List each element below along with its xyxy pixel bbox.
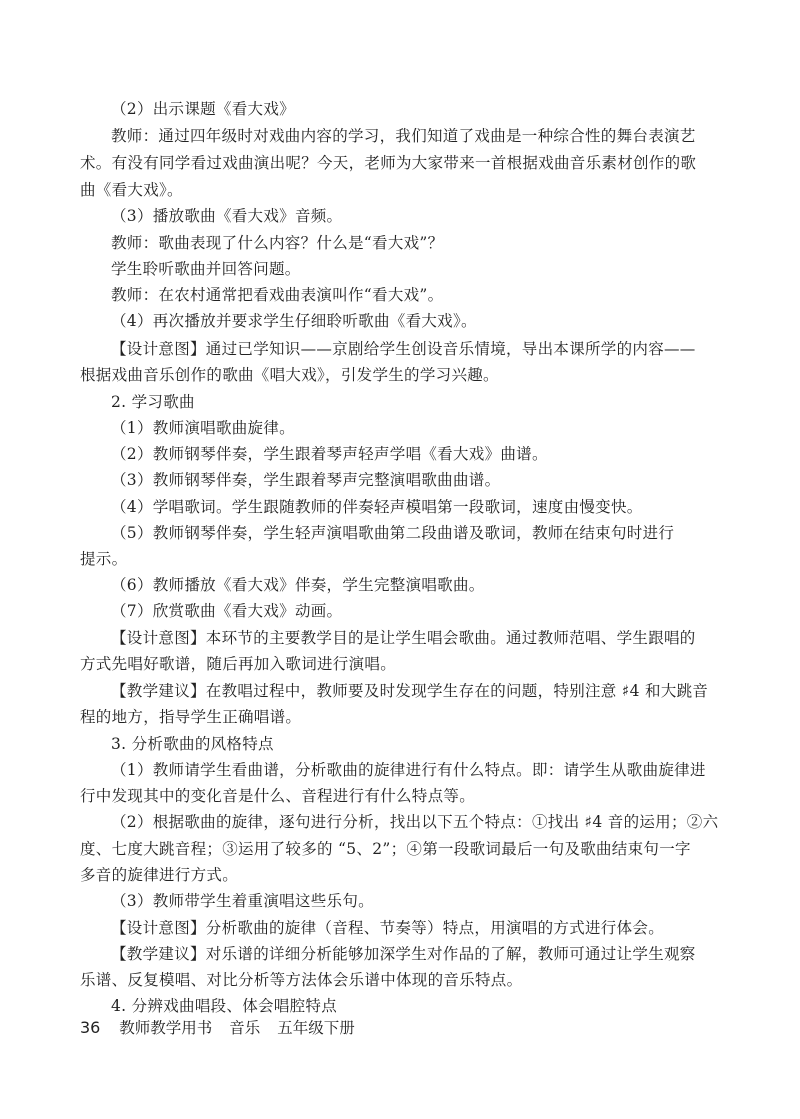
text-line: 方式先唱好歌谱，随后再加入歌词进行演唱。: [80, 655, 397, 673]
text-line: 教师：通过四年级时对戏曲内容的学习，我们知道了戏曲是一种综合性的舞台表演艺: [111, 127, 696, 145]
text-line: 学生聆听歌曲并回答问题。: [111, 260, 301, 278]
text-line: 度、七度大跳音程；③运用了较多的 “5、2”；④第一段歌词最后一句及歌曲结束句一字: [80, 840, 691, 858]
section-heading: 3. 分析歌曲的风格特点: [111, 735, 274, 753]
text-line: （2）根据歌曲的旋律，逐句进行分析，找出以下五个特点：①找出 ♯4 音的运用；②六: [111, 813, 719, 831]
text-line: （7）欣赏歌曲《看大戏》动画。: [111, 602, 343, 620]
text-line: 乐谱、反复模唱、对比分析等方法体会乐谱中体现的音乐特点。: [80, 971, 523, 989]
section-heading: 2. 学习歌曲: [111, 393, 195, 411]
text-line: （3）播放歌曲《看大戏》音频。: [111, 207, 343, 225]
page-number: 36: [80, 1018, 101, 1037]
text-line: 术。有没有同学看过戏曲演出呢？今天，老师为大家带来一首根据戏曲音乐素材创作的歌: [80, 154, 697, 172]
text-line: 曲《看大戏》。: [80, 181, 183, 199]
text-line: （2）教师钢琴伴奏，学生跟着琴声轻声学唱《看大戏》曲谱。: [111, 445, 548, 463]
grade-label: 五年级下册: [277, 1019, 355, 1037]
text-line: 教师：在农村通常把看戏曲表演叫作“看大戏”。: [111, 286, 444, 304]
text-line: 根据戏曲音乐创作的歌曲《唱大戏》，引发学生的学习兴趣。: [80, 366, 499, 384]
page-footer: [80, 1018, 367, 1038]
text-line: 【教学建议】在教唱过程中，教师要及时发现学生存在的问题，特别注意 ♯4 和大跳音: [111, 682, 709, 700]
text-line: （1）教师演唱歌曲旋律。: [111, 419, 295, 437]
text-line: （6）教师播放《看大戏》伴奏，学生完整演唱歌曲。: [111, 576, 485, 594]
text-line: 【教学建议】对乐谱的详细分析能够加深学生对作品的了解，教师可通过让学生观察: [111, 945, 696, 963]
text-line: 提示。: [80, 550, 128, 568]
text-line: 教师：歌曲表现了什么内容？什么是“看大戏”？: [111, 234, 444, 252]
text-line: 程的地方，指导学生正确唱谱。: [80, 708, 302, 726]
text-line: （3）教师带学生着重演唱这些乐句。: [111, 892, 374, 910]
text-line: 【设计意图】分析歌曲的旋律（音程、节奏等）特点，用演唱的方式进行体会。: [111, 919, 665, 937]
text-line: （5）教师钢琴伴奏，学生轻声演唱歌曲第二段曲谱及歌词，教师在结束句时进行: [111, 524, 675, 542]
text-line: 【设计意图】本环节的主要教学目的是让学生唱会歌曲。通过教师范唱、学生跟唱的: [111, 629, 696, 647]
text-line: （1）教师请学生看曲谱，分析歌曲的旋律进行有什么特点。即：请学生从歌曲旋律进: [111, 761, 706, 779]
text-line: （4）再次播放并要求学生仔细聆听歌曲《看大戏》。: [111, 312, 477, 330]
section-heading: 4. 分辨戏曲唱段、体会唱腔特点: [111, 997, 338, 1015]
text-line: 行中发现其中的变化音是什么、音程进行有什么特点等。: [80, 787, 476, 805]
text-line: （4）学唱歌词。学生跟随教师的伴奏轻声模唱第一段歌词，速度由慢变快。: [111, 498, 643, 516]
subject-label: 音乐: [229, 1019, 261, 1037]
text-line: （2）出示课题《看大戏》: [111, 100, 295, 118]
text-line: 多音的旋律进行方式。: [80, 866, 239, 884]
text-line: 【设计意图】通过已学知识——京剧给学生创设音乐情境，导出本课所学的内容——: [111, 340, 696, 358]
book-title: 教师教学用书: [119, 1019, 213, 1037]
text-line: （3）教师钢琴伴奏，学生跟着琴声完整演唱歌曲曲谱。: [111, 471, 501, 489]
